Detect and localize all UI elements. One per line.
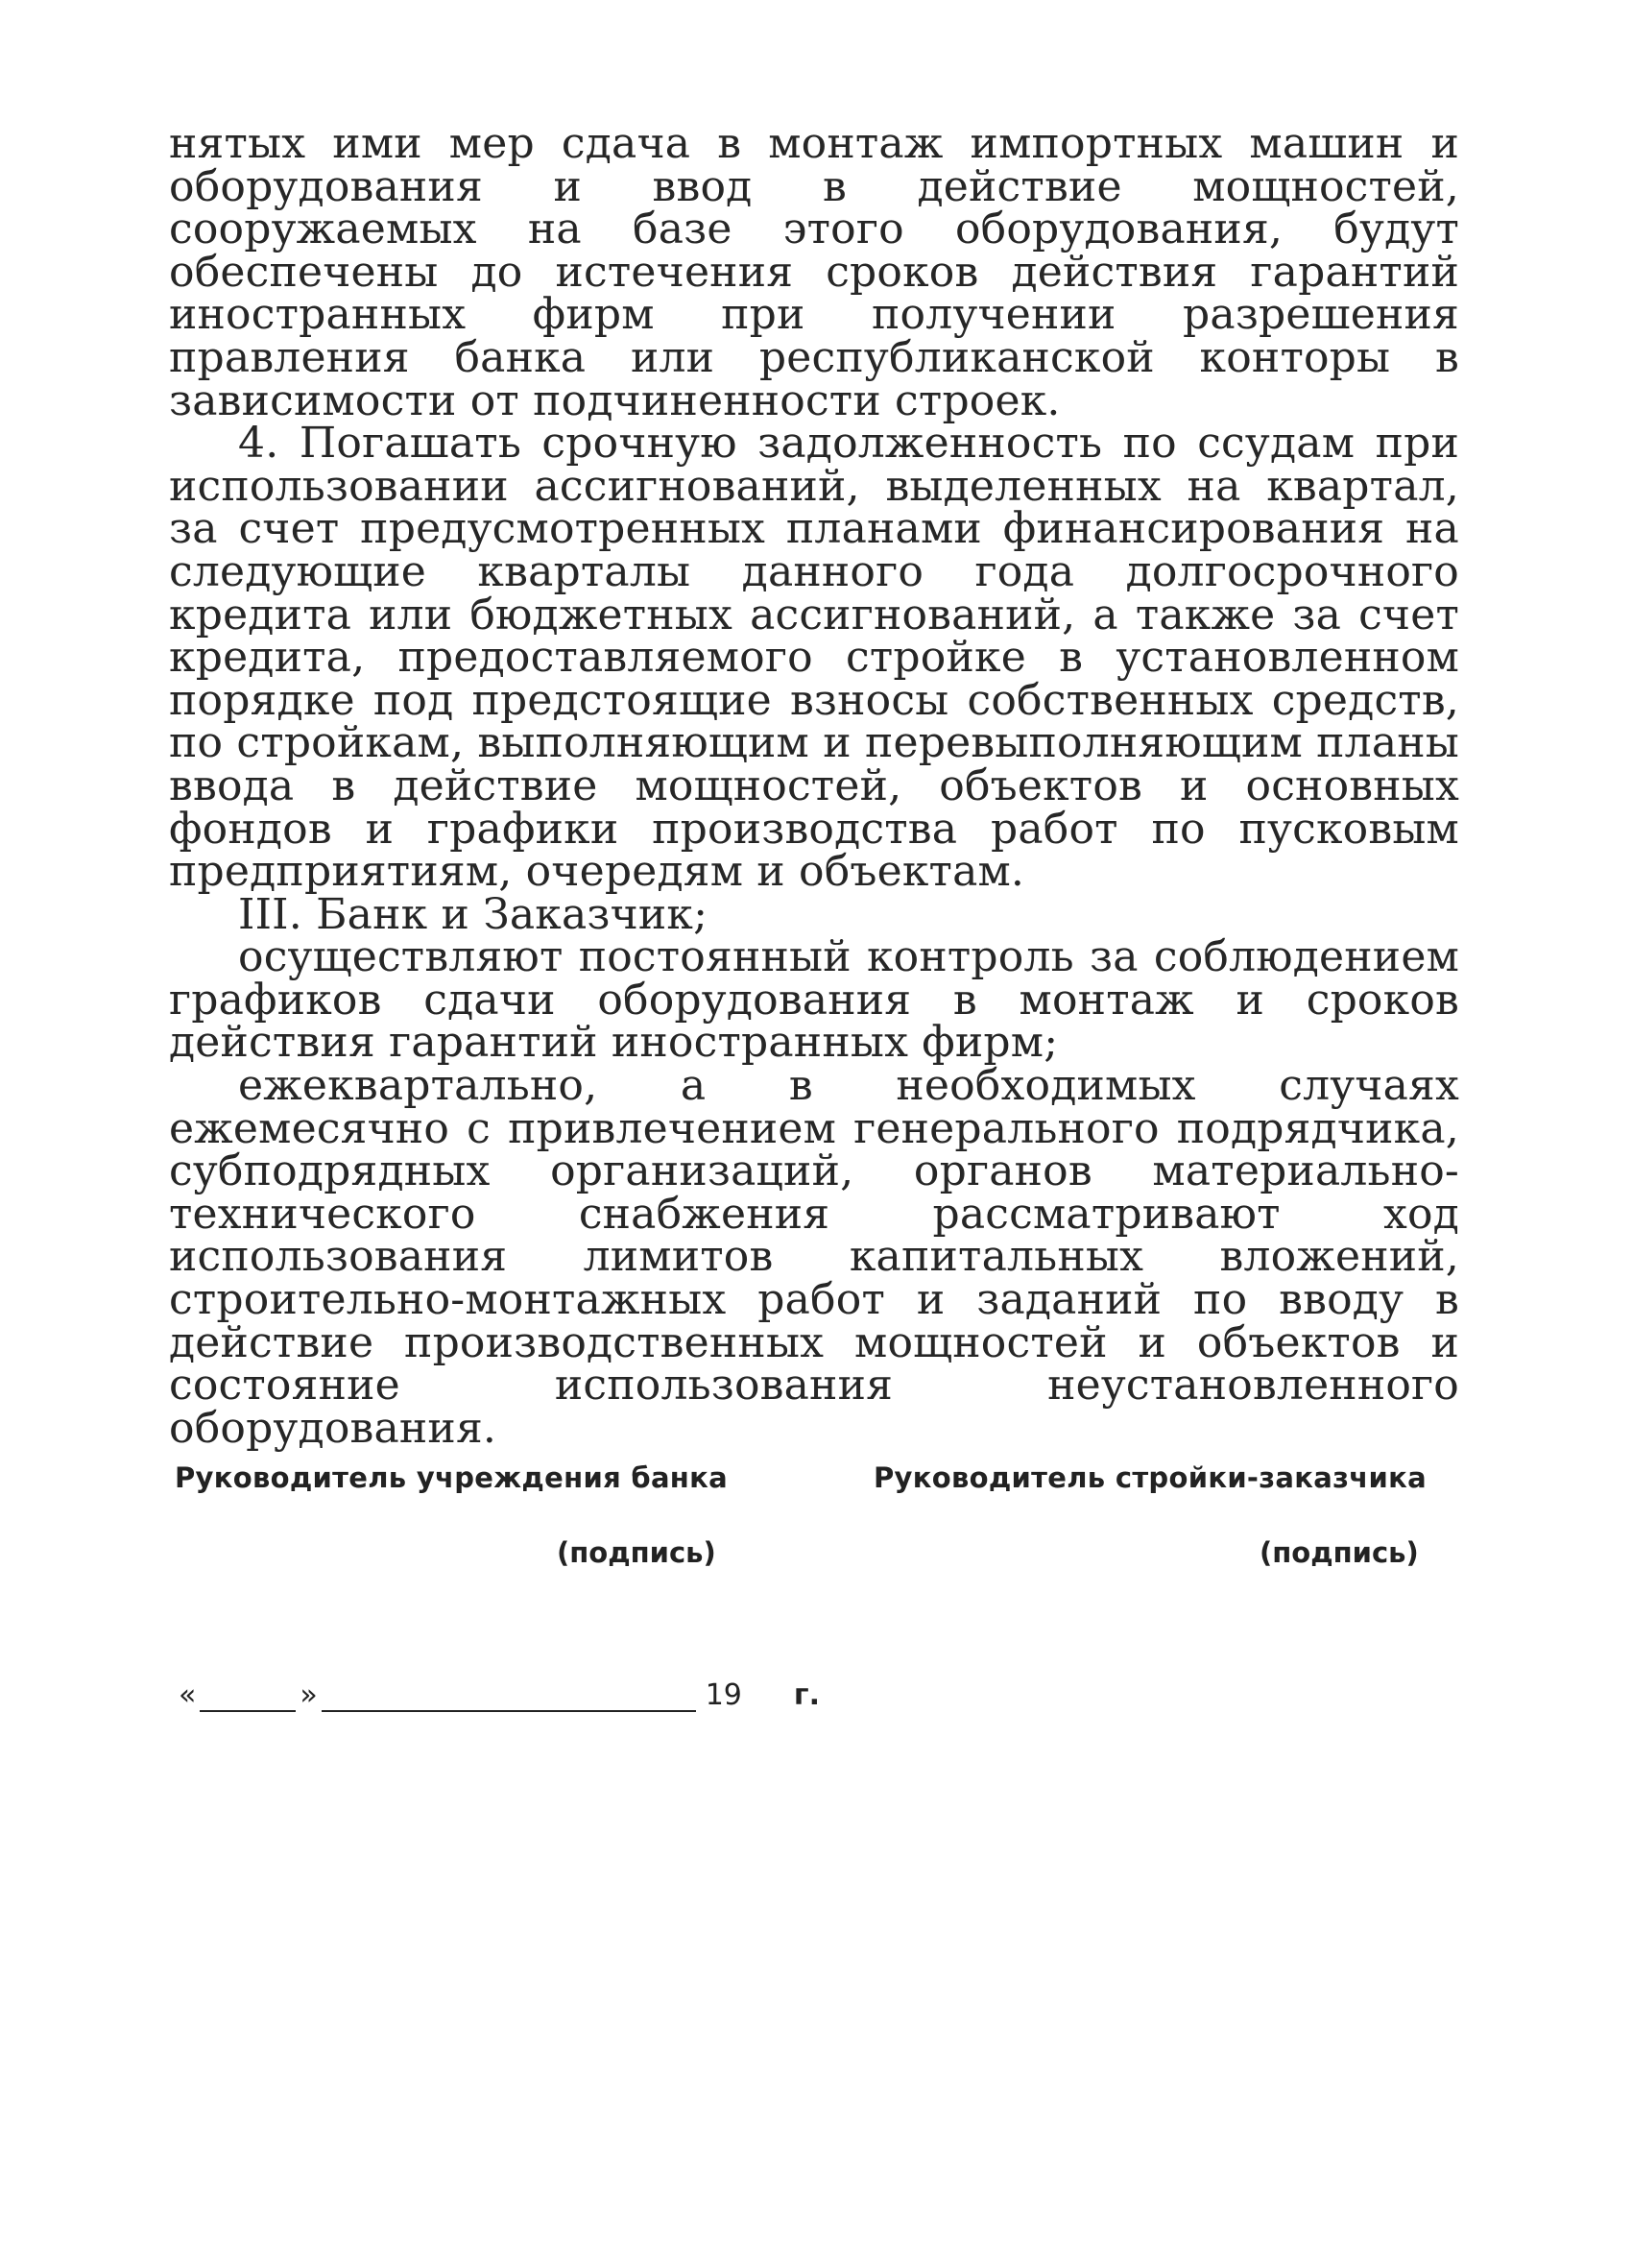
month-blank bbox=[322, 1685, 696, 1712]
section-3-heading: III. Банк и Заказчик; bbox=[238, 889, 708, 939]
date-close-quote: » bbox=[300, 1678, 318, 1712]
year-suffix: г. bbox=[793, 1678, 820, 1712]
paragraph-review: ежеквартально, а в необходимых случаях ежемесячно с привлечением генерального подрядчика, субподрядных организаций, органов материально-технического снабжения рассматривают ход использования лимитов капитальных вложений, строительно-монтажных работ и заданий по вводу в действие производственных мощностей и объектов и состояние использования неустановленного оборудования. bbox=[169, 1061, 1459, 1453]
bank-signature-caption: (подпись) bbox=[557, 1536, 716, 1569]
day-blank bbox=[200, 1685, 296, 1712]
paragraph-continuation: нятых ими мер сдача в монтаж импортных машин и оборудования и ввод в действие мощностей, сооружаемых на базе этого оборудования, будут обеспечены до истечения сроков действия гарантий иностранных фирм при получении разрешения правления банка или республиканской конторы в зависимости от подчиненности строек. bbox=[169, 119, 1459, 425]
date-open-quote: « bbox=[179, 1678, 197, 1712]
date-line bbox=[179, 1678, 820, 1712]
paragraph-control: осуществляют постоянный контроль за соблюдением графиков сдачи оборудования в монтаж и сроков действия гарантий иностранных фирм; bbox=[169, 932, 1459, 1068]
customer-signature-title: Руководитель стройки-заказчика bbox=[874, 1461, 1427, 1494]
bank-signature-title: Руководитель учреждения банка bbox=[175, 1461, 728, 1494]
year-prefix: 19 bbox=[705, 1678, 742, 1712]
customer-signature-caption: (подпись) bbox=[1260, 1536, 1419, 1569]
paragraph-item-4: 4. Погашать срочную задолженность по ссудам при использовании ассигнований, выделенных на квартал, за счет предусмотренных планами финансирования на следующие кварталы данного года долгосрочного кредита или бюджетных ассигнований, а также за счет кредита, предоставляемого стройке в установленном порядке под предстоящие взносы собственных средств, по стройкам, выполняющим и перевыполняющим планы ввода в действие мощностей, объектов и основных фондов и графики производства работ по пусковым предприятиям, очередям и объектам. bbox=[169, 419, 1459, 897]
document-body bbox=[169, 119, 1459, 1453]
